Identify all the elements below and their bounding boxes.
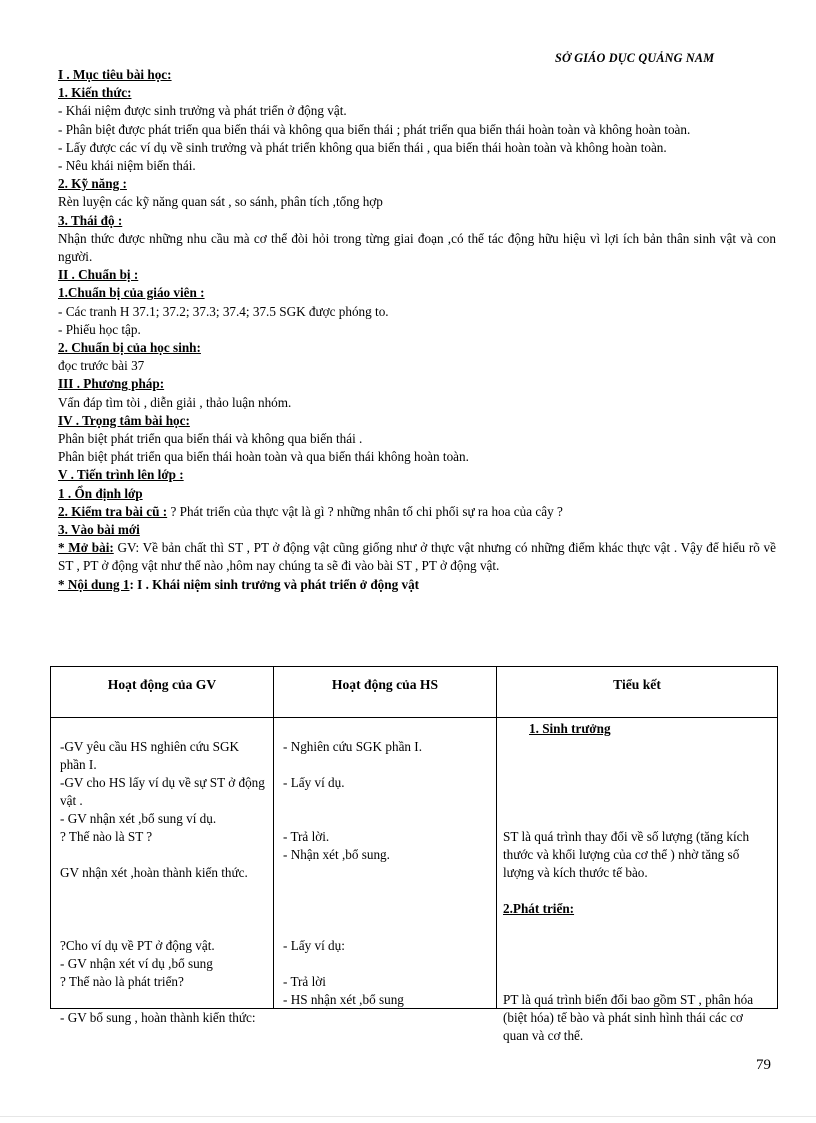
activity-table — [50, 666, 778, 1044]
hs-item: - Nghiên cứu SGK phần I. — [283, 739, 422, 754]
teacher-prep-item: - Phiếu học tập. — [58, 321, 141, 337]
section4-title: IV . Trọng tâm bài học: — [58, 412, 190, 428]
page-bottom-edge — [0, 1116, 816, 1117]
knowledge-item: - Khái niệm được sinh trưởng và phát triển ở động vật. — [58, 103, 347, 119]
page-number: 79 — [756, 1057, 771, 1073]
development-title: 2.Phát triển: — [503, 901, 575, 916]
header-gv: Hoạt động của GV — [51, 667, 274, 718]
attitude-title: 3. Thái độ : — [58, 212, 123, 228]
table-header-row — [51, 667, 778, 718]
section2-title: II . Chuẩn bị : — [58, 267, 139, 283]
intro-title: * Mở bài: — [58, 540, 114, 556]
section5-title: V . Tiến trình lên lớp : — [58, 467, 184, 483]
teacher-prep-title: 1.Chuẩn bị của giáo viên : — [58, 285, 205, 301]
content1-text: : I . Khái niệm sinh trưởng và phát triển ở động vật — [129, 576, 420, 592]
gv-item: ? Thế nào là phát triển? — [60, 974, 184, 989]
growth-text: ST là quá trình thay đổi về số lượng (tăng kích thước và khối lượng của cơ thể ) nhờ tăng số lượng và kích thước tế bào. — [503, 829, 750, 881]
gv-item: - GV bổ sung , hoàn thành kiến thức: — [60, 1010, 256, 1025]
gv-item: GV nhận xét ,hoàn thành kiến thức. — [60, 865, 248, 880]
gv-cell — [51, 718, 274, 1025]
gv-item: -GV cho HS lấy ví dụ về sự ST ở động vật . — [60, 775, 265, 809]
gv-item: - GV nhận xét ,bổ sung ví dụ. — [60, 811, 217, 826]
section3-title: III . Phương pháp: — [58, 376, 165, 392]
growth-title: 1. Sinh trưởng — [529, 721, 611, 736]
table-row — [51, 718, 778, 1009]
step2 — [58, 503, 776, 521]
intro-text: GV: Về bản chất thì ST , PT ở động vật cũng giống như ở thực vật nhưng có những điểm khác thực vật . Vậy để hiểu rõ về ST , PT ở động vật như thế nào ,hôm nay chúng ta sẽ đi vào bài ST , PT ở động vật. — [58, 540, 776, 574]
content1-heading — [58, 576, 776, 594]
summary-cell — [497, 718, 778, 1044]
student-prep-text: đọc trước bài 37 — [58, 358, 145, 374]
intro-paragraph — [58, 539, 776, 575]
section3-text: Vấn đáp tìm tòi , diễn giải , thảo luận nhóm. — [58, 394, 292, 410]
knowledge-title: 1. Kiến thức: — [58, 85, 132, 101]
skills-text: Rèn luyện các kỹ năng quan sát , so sánh, phân tích ,tổng hợp — [58, 194, 383, 210]
knowledge-item: - Phân biệt được phát triển qua biến thái và không qua biến thái ; phát triển qua biến thái hoàn toàn và không hoàn toàn. — [58, 121, 691, 137]
hs-item: - Nhận xét ,bổ sung. — [283, 847, 390, 862]
step2-title: 2. Kiểm tra bài cũ : — [58, 503, 168, 519]
gv-item: ? Thế nào là ST ? — [60, 829, 153, 844]
section4-item: Phân biệt phát triển qua biến thái và không qua biến thái . — [58, 431, 363, 447]
step1-title: 1 . Ổn định lớp — [58, 485, 143, 501]
knowledge-item: - Nêu khái niệm biến thái. — [58, 158, 196, 174]
hs-item: - Lấy ví dụ: — [283, 938, 345, 953]
teacher-prep-item: - Các tranh H 37.1; 37.2; 37.3; 37.4; 37.5 SGK được phóng to. — [58, 303, 389, 319]
step2-text: ? Phát triển của thực vật là gì ? những nhân tố chi phối sự ra hoa của cây ? — [167, 503, 563, 519]
hs-item: - Lấy ví dụ. — [283, 775, 345, 790]
content1-title: * Nội dung 1 — [58, 576, 130, 592]
section1-title: I . Mục tiêu bài học: — [58, 67, 172, 82]
hs-item: - Trả lời — [283, 974, 326, 989]
section4-item: Phân biệt phát triển qua biến thái hoàn toàn và qua biến thái không hoàn toàn. — [58, 449, 469, 465]
skills-title: 2. Kỹ năng : — [58, 176, 127, 192]
hs-item: - HS nhận xét ,bổ sung — [283, 992, 404, 1007]
header-org: SỞ GIÁO DỤC QUẢNG NAM — [555, 51, 715, 65]
attitude-text: Nhận thức được những nhu cầu mà cơ thể đòi hỏi trong từng giai đoạn ,có thể tác động hữu hiệu vì lợi ích bản thân sinh vật và con người. — [58, 230, 776, 265]
knowledge-item: - Lấy được các ví dụ về sinh trưởng và phát triển không qua biến thái , qua biến thái hoàn toàn và không hoàn toàn. — [58, 139, 667, 155]
document-body — [58, 66, 776, 594]
gv-item: -GV yêu cầu HS nghiên cứu SGK phần I. — [60, 739, 240, 773]
gv-item: - GV nhận xét ví dụ ,bổ sung — [60, 956, 213, 971]
hs-cell — [274, 718, 497, 1009]
step3-title: 3. Vào bài mới — [58, 522, 140, 538]
student-prep-title: 2. Chuẩn bị của học sinh: — [58, 340, 201, 356]
hs-item: - Trả lời. — [283, 829, 330, 844]
development-text: PT là quá trình biến đổi bao gồm ST , phân hóa (biệt hóa) tế bào và phát sinh hình thái các cơ quan và cơ thể. — [503, 992, 754, 1044]
gv-item: ?Cho ví dụ về PT ở động vật. — [60, 938, 215, 953]
header-summary: Tiểu kết — [497, 667, 778, 718]
header-hs: Hoạt động của HS — [274, 667, 497, 718]
